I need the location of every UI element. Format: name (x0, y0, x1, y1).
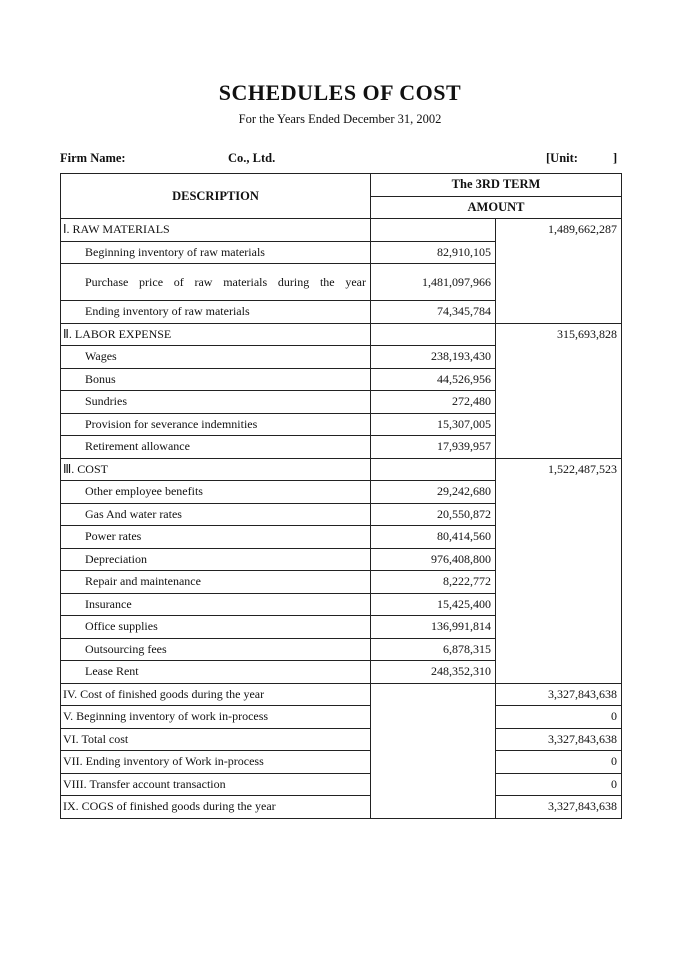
item-amount: 82,910,105 (371, 241, 496, 264)
firm-name-value: Co., Ltd. (228, 151, 276, 165)
item-amount: 80,414,560 (371, 526, 496, 549)
item-label: Repair and maintenance (61, 571, 371, 594)
section-amount-empty (371, 219, 496, 242)
summary-amount-empty (371, 683, 496, 818)
item-label: Provision for severance indemnities (61, 413, 371, 436)
section-total: 1,489,662,287 (496, 219, 622, 324)
section-row (61, 323, 622, 346)
item-label: Depreciation (61, 548, 371, 571)
item-amount: 136,991,814 (371, 616, 496, 639)
item-amount: 6,878,315 (371, 638, 496, 661)
item-amount: 238,193,430 (371, 346, 496, 369)
summary-total: 0 (496, 751, 622, 774)
document-subtitle: For the Years Ended December 31, 2002 (238, 112, 442, 126)
item-amount: 74,345,784 (371, 301, 496, 324)
item-amount: 8,222,772 (371, 571, 496, 594)
item-label: Purchase price of raw materials during the year (61, 264, 371, 301)
document-title: SCHEDULES OF COST (218, 80, 462, 105)
section-amount-empty (371, 323, 496, 346)
description-header: DESCRIPTION (61, 174, 371, 219)
summary-row (61, 773, 622, 796)
item-amount: 17,939,957 (371, 436, 496, 459)
section-amount-empty (371, 458, 496, 481)
cost-schedule-table (60, 173, 622, 819)
summary-label: VIII. Transfer account transaction (61, 773, 371, 796)
section-row (61, 458, 622, 481)
term-header: The 3RD TERM (371, 174, 622, 197)
summary-label: IX. COGS of finished goods during the year (61, 796, 371, 819)
item-amount: 15,425,400 (371, 593, 496, 616)
section-label: Ⅰ. RAW MATERIALS (61, 219, 371, 242)
item-label: Power rates (61, 526, 371, 549)
summary-label: VII. Ending inventory of Work in-process (61, 751, 371, 774)
unit-label: [Unit: (546, 151, 578, 165)
item-label: Wages (61, 346, 371, 369)
item-amount: 248,352,310 (371, 661, 496, 684)
item-amount: 20,550,872 (371, 503, 496, 526)
summary-label: V. Beginning inventory of work in-process (61, 706, 371, 729)
item-label: Beginning inventory of raw materials (61, 241, 371, 264)
item-label: Sundries (61, 391, 371, 414)
item-amount: 976,408,800 (371, 548, 496, 571)
amount-header: AMOUNT (371, 196, 622, 219)
firm-name-label: Firm Name: (60, 151, 126, 165)
item-amount: 29,242,680 (371, 481, 496, 504)
item-amount: 272,480 (371, 391, 496, 414)
item-label: Gas And water rates (61, 503, 371, 526)
section-row (61, 219, 622, 242)
summary-total: 0 (496, 773, 622, 796)
summary-total: 3,327,843,638 (496, 683, 622, 706)
summary-row (61, 683, 622, 706)
summary-row (61, 751, 622, 774)
section-total: 1,522,487,523 (496, 458, 622, 683)
table-body (61, 219, 622, 819)
summary-total: 3,327,843,638 (496, 728, 622, 751)
item-label: Other employee benefits (61, 481, 371, 504)
section-label: Ⅱ. LABOR EXPENSE (61, 323, 371, 346)
summary-total: 3,327,843,638 (496, 796, 622, 819)
item-amount: 15,307,005 (371, 413, 496, 436)
header-row (61, 174, 622, 197)
item-label: Office supplies (61, 616, 371, 639)
summary-row (61, 796, 622, 819)
item-amount: 1,481,097,966 (371, 264, 496, 301)
section-label: Ⅲ. COST (61, 458, 371, 481)
unit-close-bracket: ] (613, 151, 618, 165)
item-label: Retirement allowance (61, 436, 371, 459)
summary-label: VI. Total cost (61, 728, 371, 751)
item-label: Lease Rent (61, 661, 371, 684)
item-label: Insurance (61, 593, 371, 616)
item-label: Ending inventory of raw materials (61, 301, 371, 324)
summary-row (61, 706, 622, 729)
item-label: Outsourcing fees (61, 638, 371, 661)
summary-total: 0 (496, 706, 622, 729)
section-total: 315,693,828 (496, 323, 622, 458)
item-label: Bonus (61, 368, 371, 391)
summary-label: IV. Cost of finished goods during the year (61, 683, 371, 706)
summary-row (61, 728, 622, 751)
item-amount: 44,526,956 (371, 368, 496, 391)
